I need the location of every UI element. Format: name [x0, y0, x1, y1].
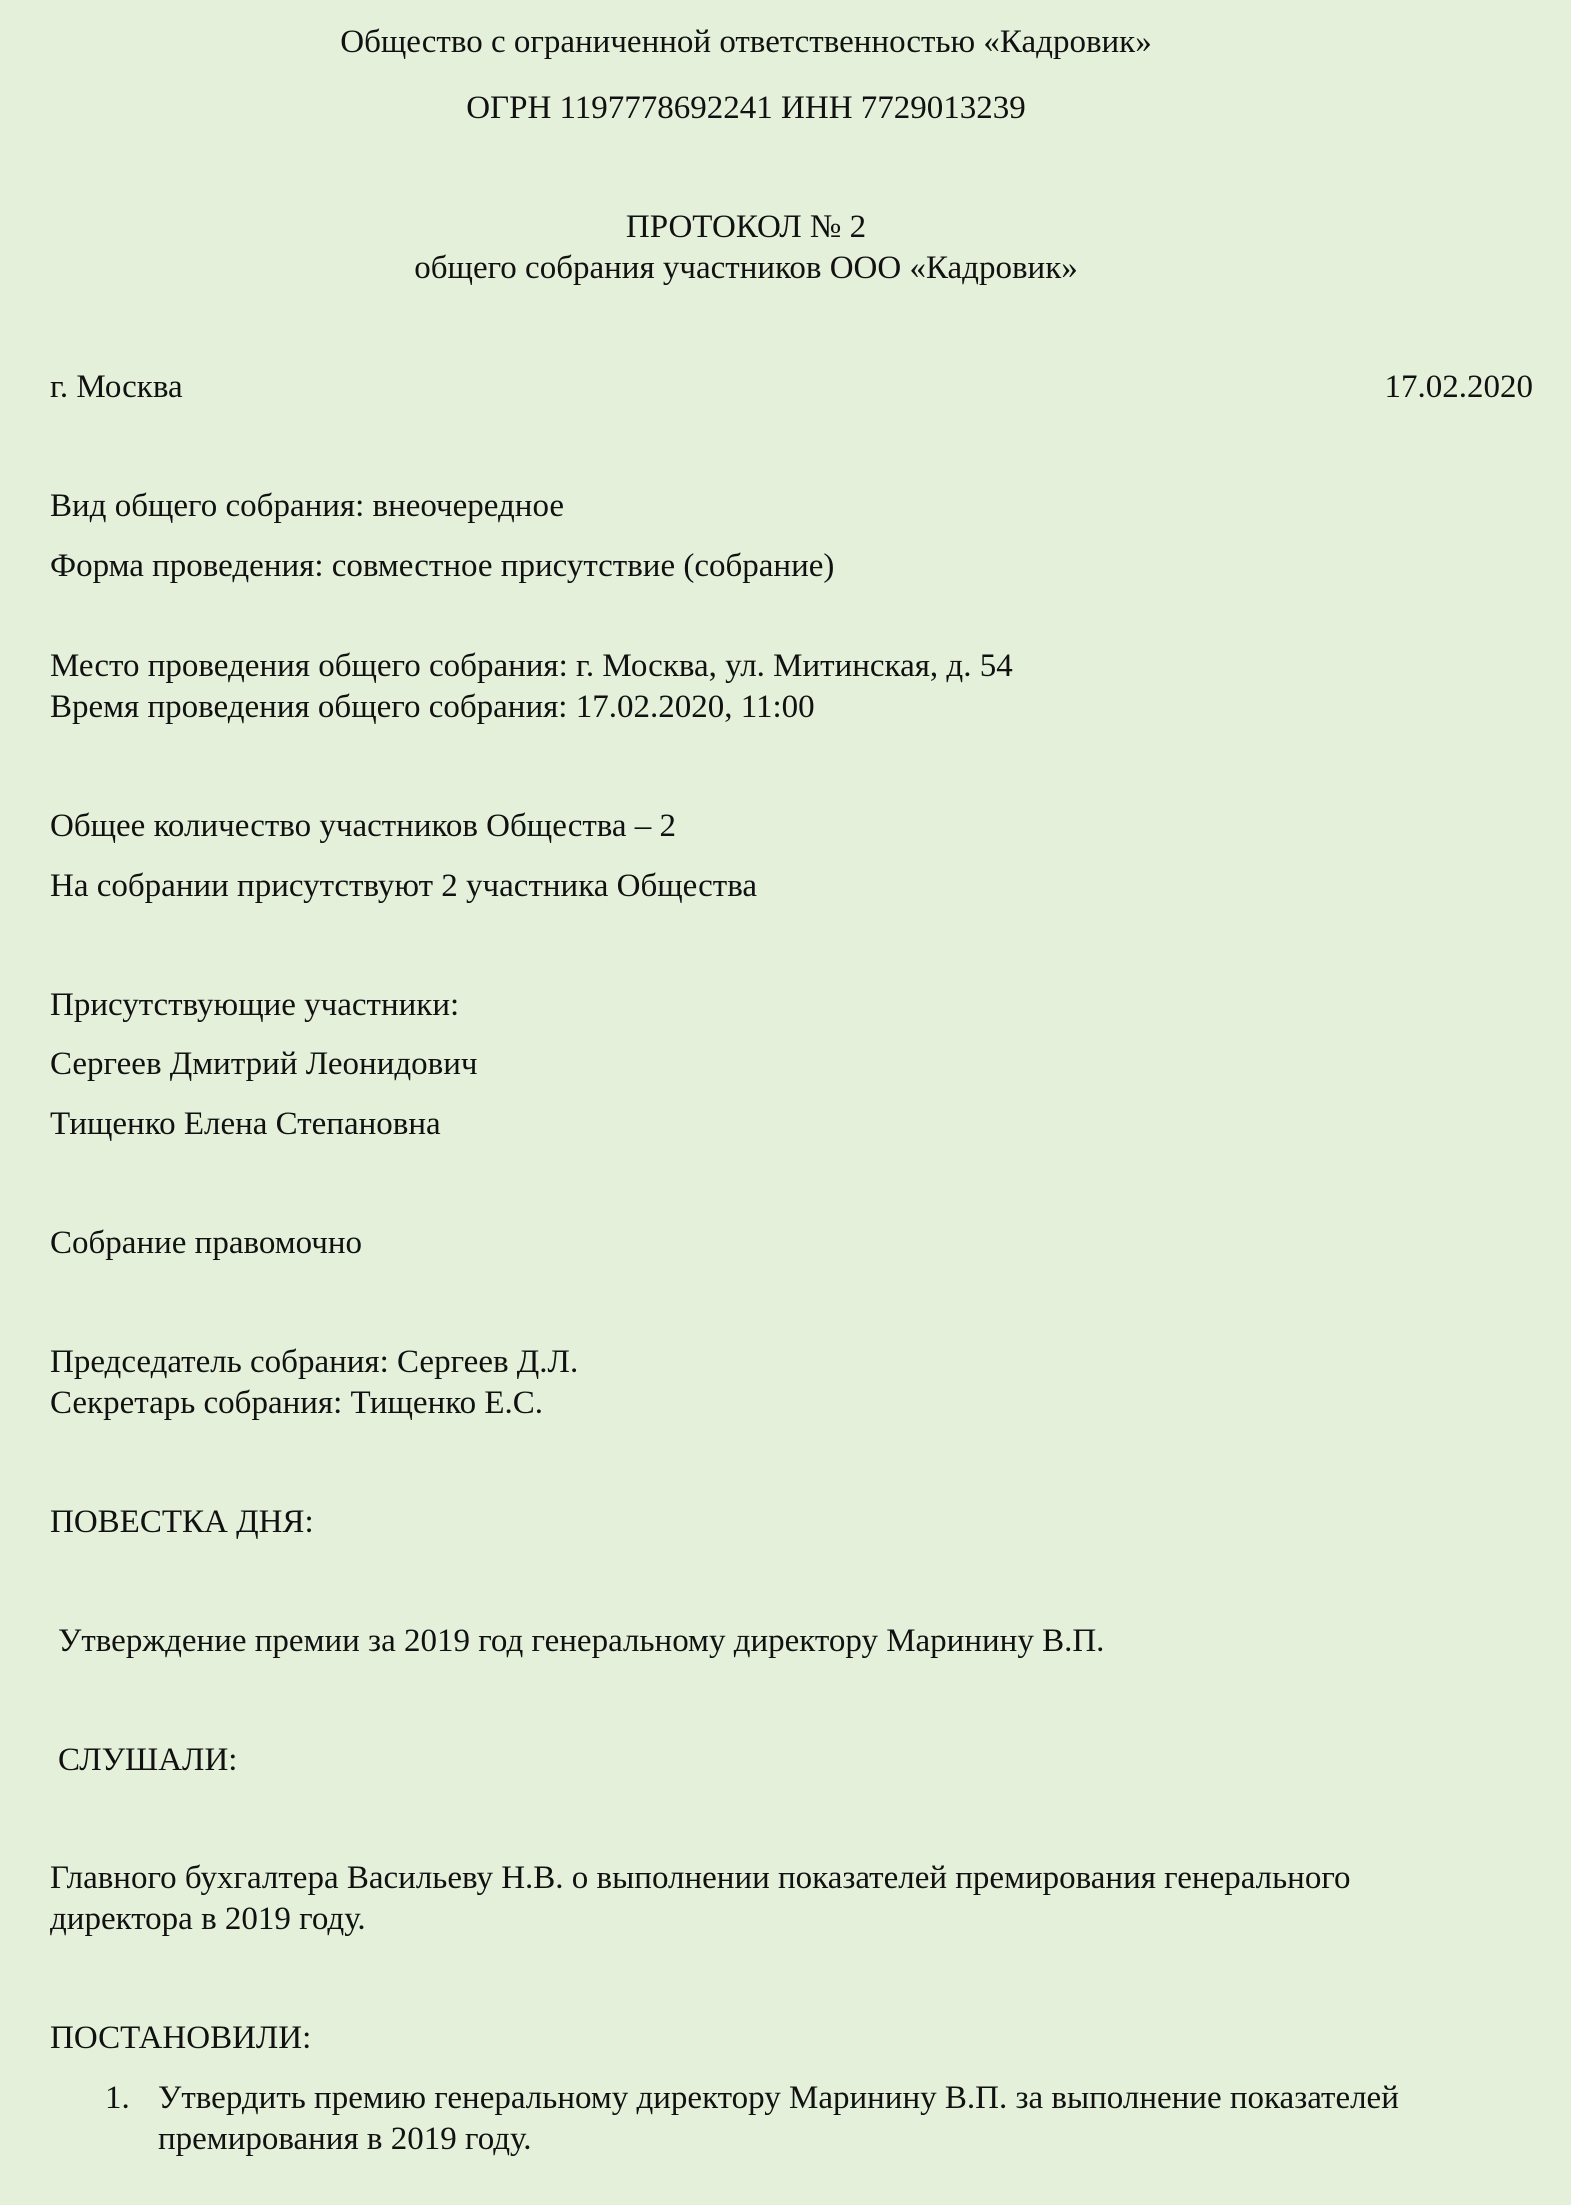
meeting-city: г. Москва: [50, 369, 183, 405]
secretary-line: Секретарь собрания: Тищенко Е.С.: [50, 1385, 544, 1421]
agenda-heading: ПОВЕСТКА ДНЯ:: [50, 1504, 314, 1540]
heard-text-line-1: Главного бухгалтера Васильеву Н.В. о выполнении показателей премирования генерального: [50, 1860, 1351, 1896]
participants-total: Общее количество участников Общества – 2: [50, 808, 677, 844]
agenda-item: Утверждение премии за 2019 год генеральному директору Маринину В.П.: [58, 1623, 1105, 1659]
participant-name: Тищенко Елена Степановна: [50, 1106, 441, 1142]
meeting-location: Место проведения общего собрания: г. Москва, ул. Митинская, д. 54: [50, 648, 1013, 684]
participants-present: На собрании присутствуют 2 участника Общества: [50, 868, 757, 904]
resolution-text-line-2: премирования в 2019 году.: [158, 2121, 532, 2157]
meeting-time: Время проведения общего собрания: 17.02.2020, 11:00: [50, 689, 815, 725]
resolution-number: 1.: [105, 2080, 130, 2116]
heard-text-line-2: директора в 2019 году.: [50, 1901, 366, 1937]
meeting-form: Форма проведения: совместное присутствие (собрание): [50, 548, 835, 584]
meeting-date: 17.02.2020: [1384, 369, 1533, 405]
protocol-subtitle: общего собрания участников ООО «Кадровик»: [414, 250, 1078, 286]
protocol-title: ПРОТОКОЛ № 2: [625, 209, 867, 245]
meeting-type: Вид общего собрания: внеочередное: [50, 488, 565, 524]
quorum-statement: Собрание правомочно: [50, 1225, 362, 1261]
heard-heading: СЛУШАЛИ:: [58, 1742, 238, 1778]
resolution-text-line-1: Утвердить премию генеральному директору Маринину В.П. за выполнение показателей: [158, 2080, 1399, 2116]
org-registration-ids: ОГРН 1197778692241 ИНН 7729013239: [466, 90, 1026, 126]
present-participants-heading: Присутствующие участники:: [50, 987, 460, 1023]
participant-name: Сергеев Дмитрий Леонидович: [50, 1046, 478, 1082]
chairman-line: Председатель собрания: Сергеев Д.Л.: [50, 1344, 579, 1380]
org-name: Общество с ограниченной ответственностью «Кадровик»: [340, 24, 1152, 60]
resolved-heading: ПОСТАНОВИЛИ:: [50, 2020, 312, 2056]
